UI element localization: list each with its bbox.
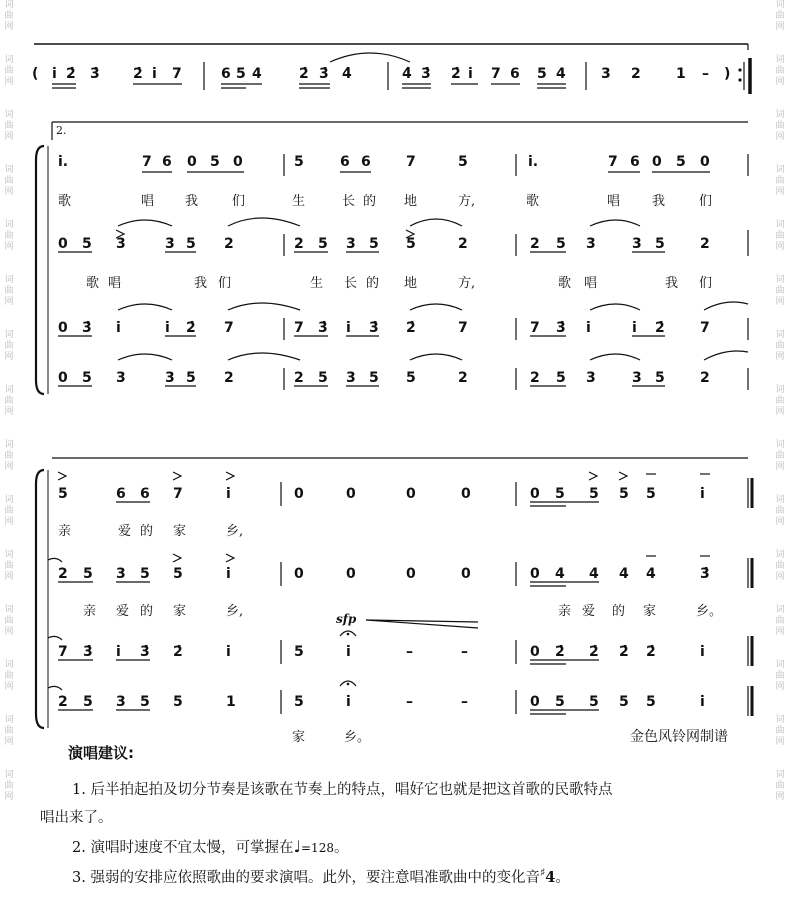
- note-item-3-end: 。: [555, 870, 570, 886]
- jianpu-note: i̇: [346, 320, 351, 336]
- jianpu-note: 5: [294, 694, 304, 710]
- dynamic-marking: sfp: [336, 612, 357, 626]
- jianpu-note: 3̇: [318, 320, 328, 336]
- lyric-text: 唱: [108, 276, 122, 291]
- jianpu-note: 7: [172, 66, 182, 82]
- jianpu-note: 3̇: [369, 320, 379, 336]
- jianpu-note: 1: [226, 694, 236, 710]
- jianpu-note: 2: [294, 236, 304, 252]
- lyric-text: 亲: [83, 604, 97, 619]
- jianpu-note: 5: [173, 694, 183, 710]
- jianpu-note: 5: [646, 486, 656, 502]
- lyric-text: 家: [292, 730, 306, 745]
- jianpu-note: 3: [346, 236, 356, 252]
- notes-title: 演唱建议:: [68, 744, 134, 762]
- jianpu-note: 3̇: [319, 66, 329, 82]
- jianpu-note: i̇: [468, 66, 473, 82]
- lyric-text: 的: [612, 604, 626, 619]
- jianpu-note: 2: [700, 236, 710, 252]
- lyric-text: 歌: [58, 194, 72, 209]
- lyric-text: 亲: [558, 604, 572, 619]
- jianpu-note: i̇: [152, 66, 157, 82]
- jianpu-note: 6: [630, 154, 640, 170]
- jianpu-note: i̇: [700, 694, 705, 710]
- jianpu-note: 7: [491, 66, 501, 82]
- jianpu-note: ): [724, 66, 731, 82]
- lyric-text: 唱: [607, 194, 621, 209]
- jianpu-note: 5: [140, 566, 150, 582]
- jianpu-note: 7: [173, 486, 183, 502]
- jianpu-note: 0: [652, 154, 662, 170]
- jianpu-note: 3: [632, 236, 642, 252]
- jianpu-note: 5: [676, 154, 686, 170]
- lyric-text: 生: [292, 194, 306, 209]
- jianpu-note: 0: [294, 486, 304, 502]
- lyric-text: 乡,: [226, 604, 244, 619]
- jianpu-note: 5: [646, 694, 656, 710]
- lyric-text: 方,: [458, 276, 476, 291]
- jianpu-note: i̇: [346, 644, 351, 660]
- jianpu-note: 2̇: [173, 644, 183, 660]
- jianpu-note: i̇: [632, 320, 637, 336]
- jianpu-note: 2: [458, 236, 468, 252]
- jianpu-note: 5: [406, 370, 416, 386]
- jianpu-note: 3̇: [700, 566, 710, 582]
- jianpu-note: 6: [361, 154, 371, 170]
- lyric-text: 方,: [458, 194, 476, 209]
- jianpu-note: (: [32, 66, 44, 82]
- jianpu-note: 5: [83, 566, 93, 582]
- jianpu-note: 3̇: [90, 66, 100, 82]
- jianpu-note: 5: [589, 694, 599, 710]
- lyric-text: 们: [699, 194, 713, 209]
- jianpu-note: 4̇: [402, 66, 412, 82]
- jianpu-note: 3: [632, 370, 642, 386]
- jianpu-note: –: [461, 694, 468, 710]
- jianpu-note: 3̇: [140, 644, 150, 660]
- jianpu-note: 5: [82, 370, 92, 386]
- lyric-text: 地: [404, 276, 418, 291]
- jianpu-note: 5: [619, 694, 629, 710]
- jianpu-note: i̇: [226, 486, 231, 502]
- jianpu-note: 5: [82, 236, 92, 252]
- note-item-2: [72, 836, 348, 857]
- jianpu-note: 2̇: [619, 644, 629, 660]
- jianpu-note: 4: [646, 566, 656, 582]
- jianpu-note: 2̇: [555, 644, 565, 660]
- jianpu-note: i̇.: [58, 154, 69, 170]
- jianpu-note: 4̇: [342, 66, 352, 82]
- jianpu-note: 4: [252, 66, 262, 82]
- lyric-text: 的: [363, 194, 377, 209]
- jianpu-note: 3: [586, 370, 596, 386]
- jianpu-note: 2: [294, 370, 304, 386]
- lyric-text: 歌: [526, 194, 540, 209]
- jianpu-note: 2: [631, 66, 641, 82]
- lyric-text: 的: [366, 276, 380, 291]
- jianpu-note: i̇: [165, 320, 170, 336]
- jianpu-note: 4: [556, 66, 566, 82]
- jianpu-note: 2̇: [655, 320, 665, 336]
- lyric-text: 家: [643, 604, 657, 619]
- jianpu-note: 5: [210, 154, 220, 170]
- jianpu-note: –: [406, 644, 413, 660]
- jianpu-note: 3: [586, 236, 596, 252]
- jianpu-note: 6: [140, 486, 150, 502]
- lyric-text: 歌: [86, 276, 100, 291]
- jianpu-note: 2̇: [406, 320, 416, 336]
- jianpu-note: 7: [58, 644, 68, 660]
- jianpu-note: 2̇: [133, 66, 143, 82]
- lyric-text: 我: [665, 276, 679, 291]
- jianpu-note: 3̇: [556, 320, 566, 336]
- lyric-text: 生: [310, 276, 324, 291]
- quarter-note-icon: ♩: [293, 837, 301, 856]
- jianpu-note: 4: [589, 566, 599, 582]
- jianpu-note: 6: [510, 66, 520, 82]
- jianpu-note: 2: [58, 566, 68, 582]
- jianpu-note: 3: [346, 370, 356, 386]
- lyric-text: 长: [344, 276, 358, 291]
- note-item-2-end: 。: [333, 840, 349, 856]
- jianpu-note: 7: [224, 320, 234, 336]
- jianpu-note: 5: [173, 566, 183, 582]
- jianpu-note: 6: [221, 66, 231, 82]
- lyric-text: 的: [140, 524, 154, 539]
- jianpu-note: 5: [655, 236, 665, 252]
- jianpu-note: i̇: [700, 644, 705, 660]
- lyric-text: 们: [218, 276, 232, 291]
- jianpu-note: 5: [294, 644, 304, 660]
- jianpu-note: 5: [458, 154, 468, 170]
- jianpu-note: 7: [294, 320, 304, 336]
- lyric-text: 爱: [118, 524, 132, 539]
- jianpu-note: 3: [116, 694, 126, 710]
- jianpu-note: 5: [537, 66, 547, 82]
- jianpu-note: 0: [58, 370, 68, 386]
- jianpu-note: 0: [346, 566, 356, 582]
- jianpu-note: 7: [608, 154, 618, 170]
- jianpu-note: 5: [369, 370, 379, 386]
- jianpu-note: 0: [530, 486, 540, 502]
- lyric-text: 乡。: [696, 604, 723, 619]
- jianpu-note: 2: [458, 370, 468, 386]
- jianpu-note: 3: [116, 566, 126, 582]
- lyric-text: 我: [194, 276, 208, 291]
- jianpu-note: 5: [555, 486, 565, 502]
- jianpu-note: 1: [676, 66, 686, 82]
- note-item-2-text: 2. 演唱时速度不宜太慢，可掌握在: [72, 840, 294, 856]
- jianpu-note: i̇: [226, 644, 231, 660]
- tempo-value: =128: [301, 841, 334, 855]
- jianpu-note: –: [461, 644, 468, 660]
- jianpu-note: 0: [700, 154, 710, 170]
- jianpu-note: 2: [700, 370, 710, 386]
- jianpu-note: i̇.: [528, 154, 539, 170]
- jianpu-note: 5: [236, 66, 246, 82]
- jianpu-note: 0: [233, 154, 243, 170]
- jianpu-note: i̇: [586, 320, 591, 336]
- jianpu-note: i̇: [116, 320, 121, 336]
- lyric-text: 家: [173, 604, 187, 619]
- jianpu-note: 7: [458, 320, 468, 336]
- jianpu-note: 5: [555, 694, 565, 710]
- note-item-1: 1. 后半拍起拍及切分节奏是该歌在节奏上的特点，唱好它也就是把这首歌的民歌特点: [72, 782, 613, 798]
- jianpu-note: 3: [601, 66, 611, 82]
- jianpu-note: i̇: [116, 644, 121, 660]
- jianpu-note: –: [406, 694, 413, 710]
- jianpu-note: 2: [530, 370, 540, 386]
- jianpu-note: 6: [162, 154, 172, 170]
- jianpu-note: 5: [318, 370, 328, 386]
- jianpu-note: 2̇: [186, 320, 196, 336]
- jianpu-note: 5: [556, 370, 566, 386]
- jianpu-note: 0: [461, 486, 471, 502]
- jianpu-note: 5: [556, 236, 566, 252]
- lyric-text: 我: [652, 194, 666, 209]
- note-item-1-cont: 唱出来了。: [40, 810, 113, 826]
- jianpu-note: 0: [530, 644, 540, 660]
- lyric-text: 地: [404, 194, 418, 209]
- jianpu-note: 2̇: [451, 66, 461, 82]
- jianpu-note: –: [702, 66, 709, 82]
- lyric-text: 家: [173, 524, 187, 539]
- jianpu-note: 5: [655, 370, 665, 386]
- jianpu-note: 3̇: [421, 66, 431, 82]
- lyric-text: 歌: [558, 276, 572, 291]
- jianpu-note: 0: [294, 566, 304, 582]
- jianpu-note: 5: [58, 486, 68, 502]
- jianpu-note: 5: [83, 694, 93, 710]
- jianpu-note: 2̇: [589, 644, 599, 660]
- jianpu-note: 2: [530, 236, 540, 252]
- jianpu-note: 0: [461, 566, 471, 582]
- jianpu-note: 7: [406, 154, 416, 170]
- jianpu-note: 0: [187, 154, 197, 170]
- credit-text: 金色风铃网制谱: [630, 729, 728, 745]
- jianpu-note: i̇: [226, 566, 231, 582]
- jianpu-note: 0: [530, 694, 540, 710]
- jianpu-note: 6: [340, 154, 350, 170]
- lyric-text: 们: [699, 276, 713, 291]
- jianpu-note: 4: [555, 566, 565, 582]
- jianpu-note: 6: [116, 486, 126, 502]
- lyric-text: 的: [140, 604, 154, 619]
- lyric-text: 爱: [582, 604, 596, 619]
- jianpu-note: 2: [224, 236, 234, 252]
- jianpu-note: i̇: [52, 66, 57, 82]
- jianpu-note: 2: [224, 370, 234, 386]
- jianpu-note: 0: [406, 566, 416, 582]
- jianpu-note: 5: [318, 236, 328, 252]
- jianpu-note: 3: [116, 236, 126, 252]
- jianpu-note: 2̇: [646, 644, 656, 660]
- lyric-text: 长: [342, 194, 356, 209]
- watermark-left: 词 曲 网 词 曲 网 词 曲 网 词 曲 网 词 曲 网 词 曲 网 词 曲 网 词 曲 网 词 曲 网 词 曲 网 词 曲 网 词 曲 网 词 曲 网 词 曲 网 词 曲 网: [4, 0, 14, 802]
- jianpu-note: 7: [530, 320, 540, 336]
- jianpu-note: 0: [58, 236, 68, 252]
- jianpu-note: 3̇: [82, 320, 92, 336]
- lyric-text: 乡。: [344, 730, 371, 745]
- lyric-text: 亲: [58, 524, 72, 539]
- jianpu-note: 2: [58, 694, 68, 710]
- jianpu-note: 3̇: [83, 644, 93, 660]
- jianpu-note: 7: [700, 320, 710, 336]
- jianpu-note: 5: [406, 236, 416, 252]
- jianpu-note: 5: [619, 486, 629, 502]
- jianpu-note: i̇: [700, 486, 705, 502]
- jianpu-note: i̇: [346, 694, 351, 710]
- jianpu-note: 0: [406, 486, 416, 502]
- jianpu-note: 0: [346, 486, 356, 502]
- lyric-text: 唱: [584, 276, 598, 291]
- note-item-3: [72, 866, 570, 887]
- jianpu-note: 5: [294, 154, 304, 170]
- jianpu-note: 2̇: [66, 66, 76, 82]
- sharp-icon: ♯: [539, 866, 546, 880]
- jianpu-note: 5: [186, 370, 196, 386]
- note-item-3-text: 3. 强弱的安排应依照歌曲的要求演唱。此外，要注意唱准歌曲中的变化音: [72, 870, 540, 886]
- jianpu-note: 0: [58, 320, 68, 336]
- watermark-right: 词 曲 网 词 曲 网 词 曲 网 词 曲 网 词 曲 网 词 曲 网 词 曲 网 词 曲 网 词 曲 网 词 曲 网 词 曲 网 词 曲 网 词 曲 网 词 曲 网 词 曲 网: [775, 0, 785, 802]
- jianpu-note: 5: [140, 694, 150, 710]
- lyric-text: 们: [232, 194, 246, 209]
- lyric-text: 我: [185, 194, 199, 209]
- jianpu-note: 4: [619, 566, 629, 582]
- jianpu-note: 5: [589, 486, 599, 502]
- jianpu-note: 7: [142, 154, 152, 170]
- accidental-note: 4: [545, 869, 556, 886]
- lyric-text: 唱: [141, 194, 155, 209]
- lyric-text: 爱: [116, 604, 130, 619]
- jianpu-note: 0: [530, 566, 540, 582]
- jianpu-note: 3: [165, 236, 175, 252]
- jianpu-note: 2̇: [299, 66, 309, 82]
- jianpu-note: 3: [165, 370, 175, 386]
- jianpu-note: 5: [369, 236, 379, 252]
- jianpu-note: 5: [186, 236, 196, 252]
- lyric-text: 乡,: [226, 524, 244, 539]
- volta-label: 2.: [56, 124, 67, 137]
- jianpu-note: 3: [116, 370, 126, 386]
